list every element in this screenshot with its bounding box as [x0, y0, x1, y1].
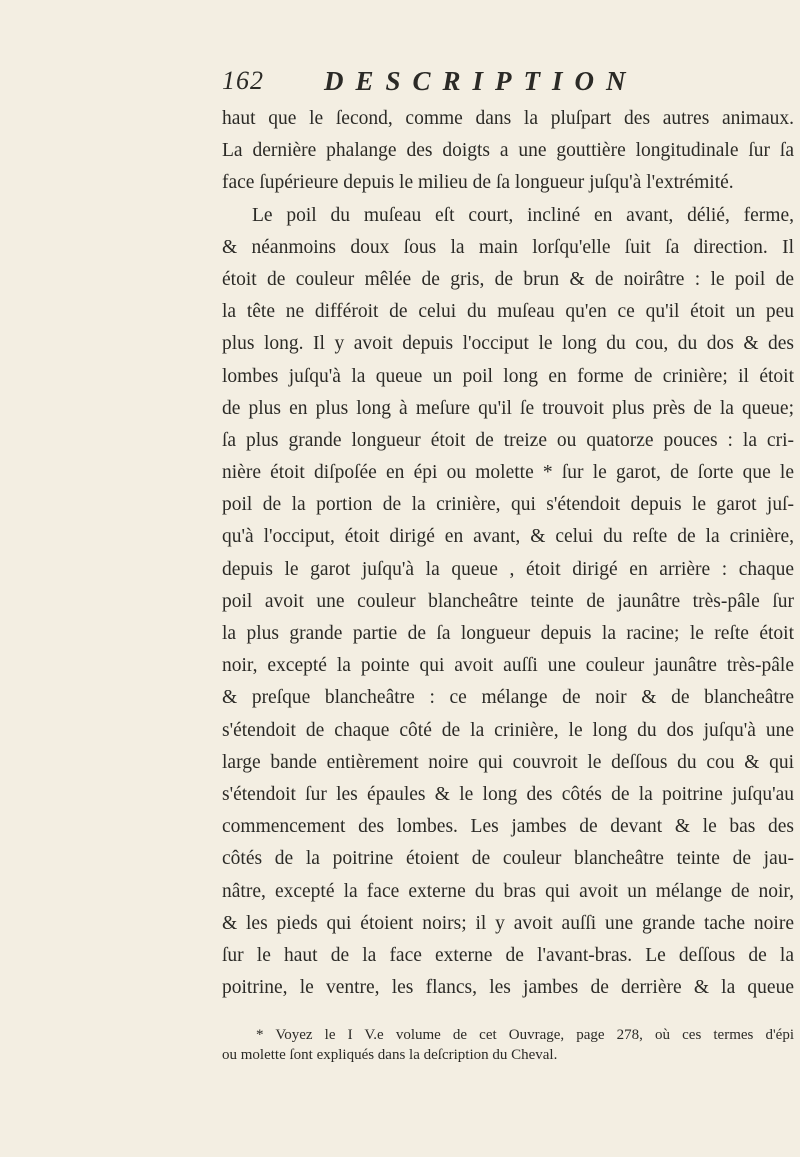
text-line: Le poil du muſeau eſt court, incliné en avant, délié, ferme,: [252, 204, 794, 226]
text-line: ſur le haut de la face externe de l'avant-bras. Le deſſous de la: [222, 944, 794, 966]
text-line: étoit de couleur mêlée de gris, de brun & de noirâtre : le poil de: [222, 268, 794, 290]
text-line: & les pieds qui étoient noirs; il y avoit auſſi une grande tache noire: [222, 912, 794, 934]
text-line: s'étendoit de chaque côté de la crinière, le long du dos juſqu'à une: [222, 719, 794, 741]
text-line: s'étendoit ſur les épaules & le long des côtés de la poitrine juſqu'au: [222, 783, 794, 805]
page-number: 162: [222, 66, 264, 95]
text-line: haut que le ſecond, comme dans la pluſpart des autres animaux.: [222, 108, 794, 129]
footnote-line: ou molette ſont expliqués dans la deſcription du Cheval.: [222, 1047, 558, 1063]
text-line: depuis le garot juſqu'à la queue , étoit dirigé en arrière : chaque: [222, 558, 794, 580]
text-line: nâtre, excepté la face externe du bras qui avoit un mélange de noir,: [222, 880, 794, 902]
text-line: la tête ne différoit de celui du muſeau qu'en ce qu'il étoit un peu: [222, 301, 794, 323]
footnote-line: * Voyez le I V.e volume de cet Ouvrage, page 278, où ces termes d'épi: [256, 1027, 794, 1043]
text-line: qu'à l'occiput, étoit dirigé en avant, & celui du reſte de la crinière,: [222, 526, 794, 548]
text-line: face ſupérieure depuis le milieu de ſa longueur juſqu'à l'extrémité.: [222, 172, 734, 194]
text-line: noir, excepté la pointe qui avoit auſſi une couleur jaunâtre très-pâle: [222, 655, 794, 677]
text-line: large bande entièrement noire qui couvroit le deſſous du cou & qui: [222, 751, 794, 773]
page-header: [222, 66, 640, 100]
footnote: [222, 1025, 794, 1065]
text-line: lombes juſqu'à la queue un poil long en forme de crinière; il étoit: [222, 365, 794, 387]
text-line: plus long. Il y avoit depuis l'occiput le long du cou, du dos & des: [222, 333, 794, 355]
text-line: & preſque blancheâtre : ce mélange de noir & de blancheâtre: [222, 687, 794, 709]
text-line: poil de la portion de la crinière, qui s'étendoit depuis le garot juſ-: [222, 494, 794, 516]
text-line: de plus en plus long à meſure qu'il ſe trouvoit plus près de la queue;: [222, 397, 794, 419]
text-line: commencement des lombes. Les jambes de devant & le bas des: [222, 816, 794, 838]
running-title: DESCRIPTION: [324, 66, 638, 96]
text-line: poitrine, le ventre, les flancs, les jambes de derrière & la queue: [222, 977, 794, 999]
text-line: nière étoit diſpoſée en épi ou molette * ſur le garot, de ſorte que le: [222, 462, 794, 484]
text-line: & néanmoins doux ſous la main lorſqu'elle ſuit ſa direction. Il: [222, 236, 794, 258]
text-line: La dernière phalange des doigts a une gouttière longitudinale ſur ſa: [222, 140, 794, 162]
text-line: côtés de la poitrine étoient de couleur blancheâtre teinte de jau-: [222, 848, 794, 870]
text-line: poil avoit une couleur blancheâtre teinte de jaunâtre très-pâle ſur: [222, 590, 794, 612]
body-text: [222, 103, 794, 1004]
text-line: ſa plus grande longueur étoit de treize ou quatorze pouces : la cri-: [222, 429, 794, 451]
text-line: la plus grande partie de ſa longueur depuis la racine; le reſte étoit: [222, 623, 794, 644]
